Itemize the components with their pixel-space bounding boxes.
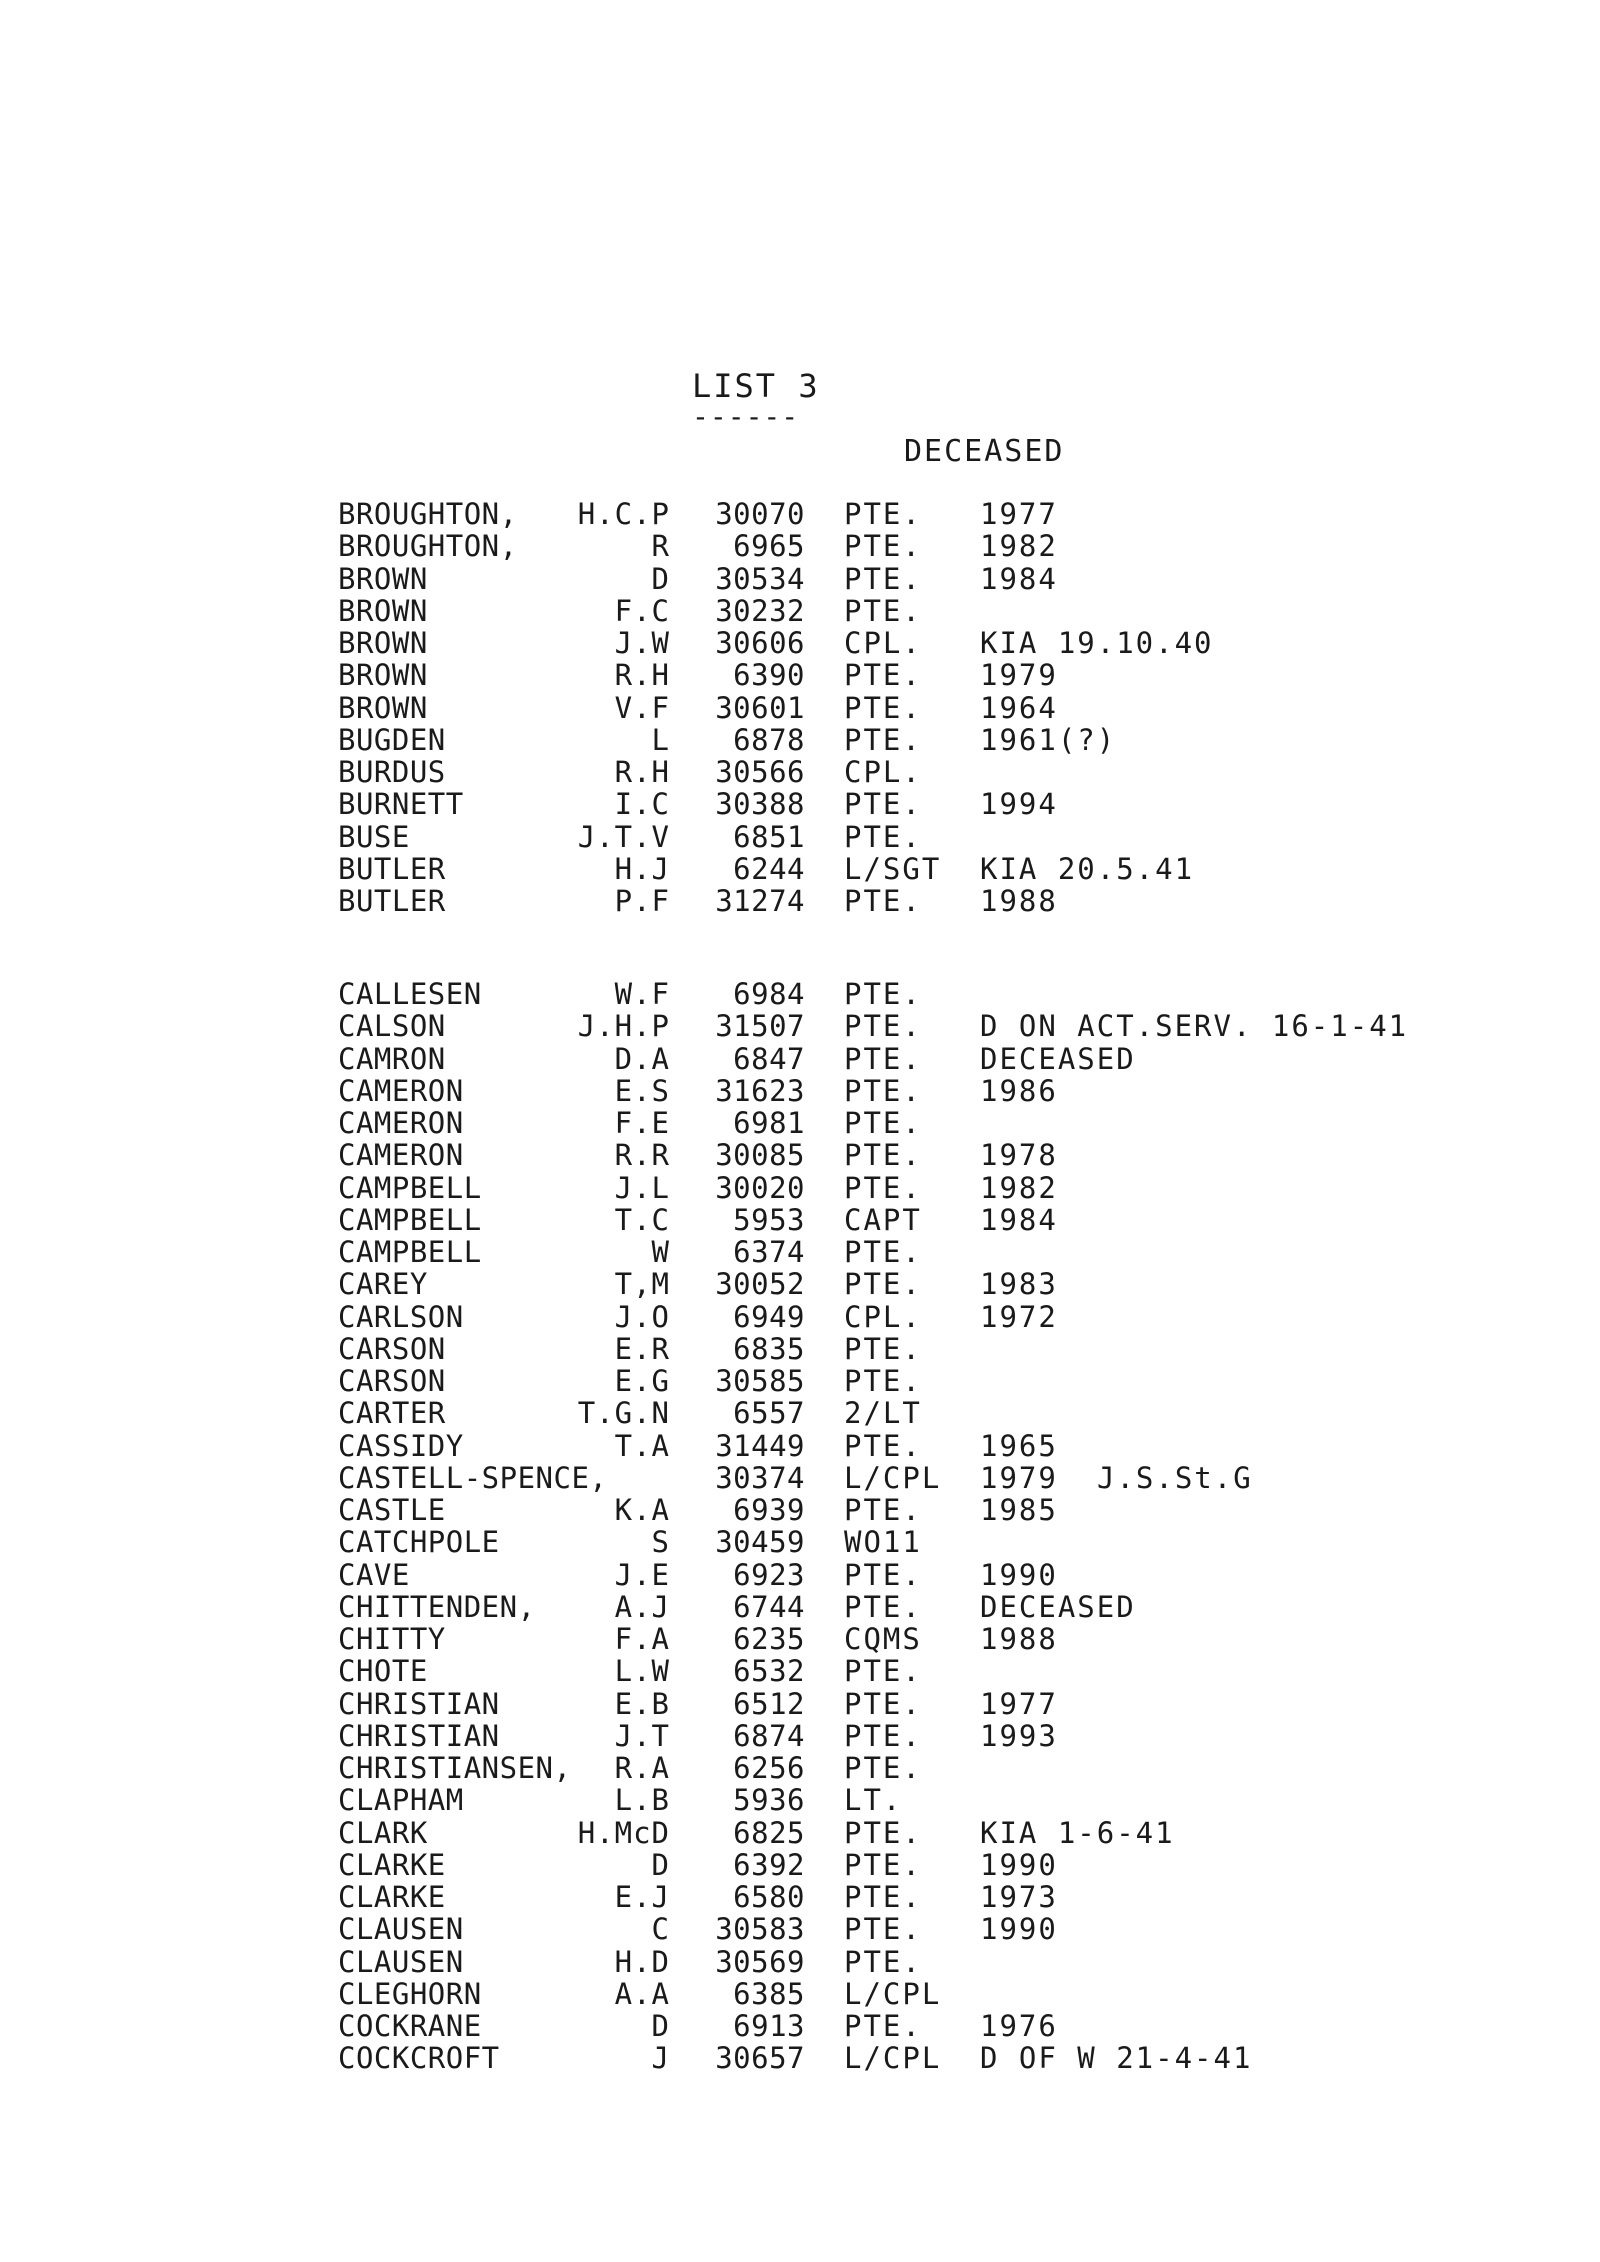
- service-number-cell: 30583: [715, 1912, 805, 1947]
- service-number-cell: 6874: [733, 1718, 805, 1753]
- surname-cell: BROUGHTON,: [338, 497, 518, 531]
- table-row: [0, 1623, 1600, 1655]
- service-number-cell: 30070: [715, 497, 805, 531]
- initials-cell: E.S: [614, 1073, 670, 1108]
- table-row: [0, 692, 1600, 724]
- title-underline: ------: [692, 400, 800, 433]
- rank-cell: CAPT: [844, 1202, 922, 1237]
- rank-cell: PTE.: [844, 1138, 922, 1173]
- initials-cell: E.B: [614, 1686, 670, 1721]
- surname-cell: CLARK: [338, 1815, 428, 1850]
- table-row: [0, 1139, 1600, 1171]
- service-number-cell: 6390: [733, 658, 805, 693]
- note-cell: D ON ACT.SERV. 16-1-41: [980, 1009, 1409, 1044]
- note-cell: KIA 19.10.40: [980, 626, 1214, 660]
- service-number-cell: 6965: [733, 529, 805, 564]
- surname-cell: BROWN: [338, 626, 428, 660]
- service-number-cell: 30374: [715, 1460, 805, 1495]
- table-row: [0, 1591, 1600, 1623]
- rank-cell: PTE.: [844, 1557, 922, 1592]
- surname-cell: CAMPBELL: [338, 1170, 482, 1205]
- service-number-cell: 6825: [733, 1815, 805, 1850]
- surname-cell: CHOTE: [338, 1654, 428, 1689]
- service-number-cell: 6235: [733, 1622, 805, 1656]
- service-number-cell: 31274: [715, 884, 805, 918]
- note-cell: 1990: [980, 1847, 1058, 1882]
- service-number-cell: 6244: [733, 851, 805, 886]
- surname-cell: CARSON: [338, 1364, 446, 1398]
- rank-cell: PTE.: [844, 1267, 922, 1302]
- table-row: [0, 756, 1600, 788]
- surname-cell: CASSIDY: [338, 1428, 464, 1463]
- service-number-cell: 31449: [715, 1428, 805, 1463]
- service-number-cell: 6374: [733, 1235, 805, 1269]
- service-number-cell: 6392: [733, 1847, 805, 1882]
- table-row: [0, 563, 1600, 595]
- table-row: [0, 530, 1600, 562]
- service-number-cell: 30085: [715, 1138, 805, 1173]
- service-number-cell: 6913: [733, 2009, 805, 2043]
- table-row: [0, 1913, 1600, 1945]
- note-cell: D OF W 21-4-41: [980, 2041, 1253, 2076]
- initials-cell: T.G.N: [577, 1396, 670, 1431]
- initials-cell: C: [651, 1912, 670, 1947]
- service-number-cell: 30569: [715, 1944, 805, 1979]
- initials-cell: J.W: [614, 626, 670, 660]
- initials-cell: E.J: [614, 1880, 670, 1914]
- service-number-cell: 30534: [715, 561, 805, 596]
- section-label-deceased: DECEASED: [904, 434, 1065, 469]
- service-number-cell: 6949: [733, 1299, 805, 1334]
- rank-cell: WO11: [844, 1525, 922, 1560]
- initials-cell: J.O: [614, 1299, 670, 1334]
- note-cell: 1964: [980, 690, 1058, 725]
- rank-cell: PTE.: [844, 658, 922, 693]
- service-number-cell: 30601: [715, 690, 805, 725]
- table-row: [0, 1526, 1600, 1558]
- roll-table-c-surnames: [0, 978, 1600, 2075]
- note-cell: 1984: [980, 561, 1058, 596]
- surname-cell: CLAUSEN: [338, 1912, 464, 1947]
- service-number-cell: 6744: [733, 1589, 805, 1624]
- initials-cell: D: [651, 561, 670, 596]
- service-number-cell: 6851: [733, 819, 805, 854]
- service-number-cell: 30585: [715, 1364, 805, 1398]
- initials-cell: H.C.P: [577, 497, 670, 531]
- table-row: [0, 1462, 1600, 1494]
- note-cell: 1973: [980, 1880, 1058, 1914]
- table-row: [0, 2010, 1600, 2042]
- surname-cell: CLEGHORN: [338, 1976, 482, 2011]
- rank-cell: PTE.: [844, 1170, 922, 1205]
- rank-cell: PTE.: [844, 1880, 922, 1914]
- table-row: [0, 595, 1600, 627]
- rank-cell: PTE.: [844, 884, 922, 918]
- service-number-cell: 30232: [715, 593, 805, 628]
- surname-cell: BROWN: [338, 658, 428, 693]
- rank-cell: PTE.: [844, 497, 922, 531]
- note-cell: 1982: [980, 1170, 1058, 1205]
- service-number-cell: 30657: [715, 2041, 805, 2076]
- surname-cell: CARSON: [338, 1331, 446, 1366]
- table-row: [0, 1817, 1600, 1849]
- surname-cell: CHRISTIAN: [338, 1718, 500, 1753]
- initials-cell: L.W: [614, 1654, 670, 1689]
- initials-cell: S: [651, 1525, 670, 1560]
- note-cell: 1977: [980, 497, 1058, 531]
- table-row: [0, 1784, 1600, 1816]
- initials-cell: R.H: [614, 658, 670, 693]
- rank-cell: CPL.: [844, 626, 922, 660]
- table-row: [0, 1559, 1600, 1591]
- table-row: [0, 1010, 1600, 1042]
- service-number-cell: 30020: [715, 1170, 805, 1205]
- rank-cell: PTE.: [844, 1686, 922, 1721]
- surname-cell: CARTER: [338, 1396, 446, 1431]
- table-row: [0, 1107, 1600, 1139]
- note-cell: 1990: [980, 1557, 1058, 1592]
- table-row: [0, 1301, 1600, 1333]
- table-row: [0, 2042, 1600, 2074]
- note-cell: DECEASED: [980, 1041, 1136, 1076]
- service-number-cell: 6256: [733, 1751, 805, 1785]
- surname-cell: CHRISTIAN: [338, 1686, 500, 1721]
- initials-cell: J.T.V: [577, 819, 670, 854]
- note-cell: DECEASED: [980, 1589, 1136, 1624]
- surname-cell: CAMPBELL: [338, 1202, 482, 1237]
- roll-table-b-surnames: [0, 498, 1600, 917]
- service-number-cell: 30388: [715, 787, 805, 822]
- rank-cell: CQMS: [844, 1622, 922, 1656]
- service-number-cell: 30052: [715, 1267, 805, 1302]
- service-number-cell: 6878: [733, 722, 805, 757]
- table-row: [0, 1494, 1600, 1526]
- initials-cell: L: [651, 722, 670, 757]
- surname-cell: BROWN: [338, 561, 428, 596]
- rank-cell: PTE.: [844, 1815, 922, 1850]
- table-row: [0, 1333, 1600, 1365]
- initials-cell: W.F: [614, 977, 670, 1011]
- surname-cell: CLARKE: [338, 1880, 446, 1914]
- surname-cell: CASTLE: [338, 1493, 446, 1527]
- table-row: [0, 659, 1600, 691]
- surname-cell: BUSE: [338, 819, 410, 854]
- service-number-cell: 31623: [715, 1073, 805, 1108]
- surname-cell: CASTELL-SPENCE,: [338, 1460, 608, 1495]
- rank-cell: PTE.: [844, 593, 922, 628]
- rank-cell: PTE.: [844, 561, 922, 596]
- initials-cell: V.F: [614, 690, 670, 725]
- initials-cell: H.D: [614, 1944, 670, 1979]
- table-row: [0, 1075, 1600, 1107]
- service-number-cell: 6532: [733, 1654, 805, 1689]
- service-number-cell: 6981: [733, 1106, 805, 1140]
- extra-note-cell: J.S.St.G: [1097, 1460, 1253, 1495]
- service-number-cell: 5936: [733, 1783, 805, 1818]
- note-cell: 1972: [980, 1299, 1058, 1334]
- service-number-cell: 6847: [733, 1041, 805, 1076]
- initials-cell: F.A: [614, 1622, 670, 1656]
- note-cell: KIA 20.5.41: [980, 851, 1195, 886]
- rank-cell: PTE.: [844, 1718, 922, 1753]
- initials-cell: J.L: [614, 1170, 670, 1205]
- table-row: [0, 885, 1600, 917]
- rank-cell: PTE.: [844, 1912, 922, 1947]
- initials-cell: J.E: [614, 1557, 670, 1592]
- surname-cell: CARLSON: [338, 1299, 464, 1334]
- table-row: [0, 1268, 1600, 1300]
- note-cell: 1993: [980, 1718, 1058, 1753]
- rank-cell: PTE.: [844, 2009, 922, 2043]
- table-row: [0, 627, 1600, 659]
- initials-cell: I.C: [614, 787, 670, 822]
- table-row: [0, 1430, 1600, 1462]
- note-cell: 1965: [980, 1428, 1058, 1463]
- service-number-cell: 6512: [733, 1686, 805, 1721]
- table-row: [0, 1720, 1600, 1752]
- note-cell: 1979: [980, 658, 1058, 693]
- note-cell: 1988: [980, 884, 1058, 918]
- initials-cell: H.J: [614, 851, 670, 886]
- service-number-cell: 6939: [733, 1493, 805, 1527]
- rank-cell: PTE.: [844, 1944, 922, 1979]
- service-number-cell: 6580: [733, 1880, 805, 1914]
- rank-cell: PTE.: [844, 1493, 922, 1527]
- table-row: [0, 1946, 1600, 1978]
- rank-cell: L/CPL: [844, 2041, 942, 2076]
- initials-cell: T.A: [614, 1428, 670, 1463]
- service-number-cell: 30606: [715, 626, 805, 660]
- surname-cell: CLAUSEN: [338, 1944, 464, 1979]
- table-row: [0, 1881, 1600, 1913]
- surname-cell: CLAPHAM: [338, 1783, 464, 1818]
- surname-cell: BUGDEN: [338, 722, 446, 757]
- surname-cell: BUTLER: [338, 851, 446, 886]
- initials-cell: R.A: [614, 1751, 670, 1785]
- table-row: [0, 498, 1600, 530]
- rank-cell: LT.: [844, 1783, 903, 1818]
- table-row: [0, 788, 1600, 820]
- note-cell: 1985: [980, 1493, 1058, 1527]
- rank-cell: PTE.: [844, 1654, 922, 1689]
- surname-cell: BROWN: [338, 593, 428, 628]
- table-row: [0, 1849, 1600, 1881]
- surname-cell: BROUGHTON,: [338, 529, 518, 564]
- rank-cell: PTE.: [844, 977, 922, 1011]
- table-row: [0, 1204, 1600, 1236]
- initials-cell: E.R: [614, 1331, 670, 1366]
- note-cell: 1988: [980, 1622, 1058, 1656]
- service-number-cell: 6984: [733, 977, 805, 1011]
- rank-cell: PTE.: [844, 1009, 922, 1044]
- rank-cell: 2/LT: [844, 1396, 922, 1431]
- table-row: [0, 1688, 1600, 1720]
- rank-cell: PTE.: [844, 529, 922, 564]
- rank-cell: L/CPL: [844, 1976, 942, 2011]
- rank-cell: PTE.: [844, 1847, 922, 1882]
- surname-cell: BUTLER: [338, 884, 446, 918]
- initials-cell: A.J: [614, 1589, 670, 1624]
- rank-cell: PTE.: [844, 1235, 922, 1269]
- surname-cell: CHITTENDEN,: [338, 1589, 536, 1624]
- initials-cell: R.H: [614, 755, 670, 789]
- service-number-cell: 6835: [733, 1331, 805, 1366]
- table-row: [0, 1236, 1600, 1268]
- rank-cell: PTE.: [844, 1331, 922, 1366]
- note-cell: 1961(?): [980, 722, 1117, 757]
- initials-cell: T.C: [614, 1202, 670, 1237]
- surname-cell: COCKCROFT: [338, 2041, 500, 2076]
- surname-cell: CHRISTIANSEN,: [338, 1751, 572, 1785]
- initials-cell: D: [651, 2009, 670, 2043]
- table-row: [0, 1043, 1600, 1075]
- table-row: [0, 724, 1600, 756]
- initials-cell: J: [651, 2041, 670, 2076]
- service-number-cell: 6385: [733, 1976, 805, 2011]
- table-row: [0, 853, 1600, 885]
- rank-cell: PTE.: [844, 1073, 922, 1108]
- table-row: [0, 821, 1600, 853]
- rank-cell: PTE.: [844, 1751, 922, 1785]
- list-title: LIST 3: [692, 367, 820, 405]
- note-cell: 1984: [980, 1202, 1058, 1237]
- note-cell: 1982: [980, 529, 1058, 564]
- rank-cell: L/SGT: [844, 851, 942, 886]
- rank-cell: PTE.: [844, 1041, 922, 1076]
- note-cell: KIA 1-6-41: [980, 1815, 1175, 1850]
- note-cell: 1977: [980, 1686, 1058, 1721]
- surname-cell: CAREY: [338, 1267, 428, 1302]
- table-row: [0, 1752, 1600, 1784]
- initials-cell: R: [651, 529, 670, 564]
- initials-cell: D: [651, 1847, 670, 1882]
- initials-cell: F.E: [614, 1106, 670, 1140]
- surname-cell: CAVE: [338, 1557, 410, 1592]
- surname-cell: CAMERON: [338, 1106, 464, 1140]
- surname-cell: BURNETT: [338, 787, 464, 822]
- rank-cell: PTE.: [844, 722, 922, 757]
- rank-cell: PTE.: [844, 1364, 922, 1398]
- service-number-cell: 6923: [733, 1557, 805, 1592]
- note-cell: 1978: [980, 1138, 1058, 1173]
- surname-cell: CAMRON: [338, 1041, 446, 1076]
- service-number-cell: 31507: [715, 1009, 805, 1044]
- initials-cell: A.A: [614, 1976, 670, 2011]
- initials-cell: R.R: [614, 1138, 670, 1173]
- surname-cell: CALSON: [338, 1009, 446, 1044]
- note-cell: 1994: [980, 787, 1058, 822]
- note-cell: 1976: [980, 2009, 1058, 2043]
- initials-cell: J.T: [614, 1718, 670, 1753]
- table-row: [0, 1397, 1600, 1429]
- note-cell: 1979: [980, 1460, 1058, 1495]
- rank-cell: CPL.: [844, 755, 922, 789]
- rank-cell: PTE.: [844, 819, 922, 854]
- rank-cell: PTE.: [844, 1106, 922, 1140]
- initials-cell: W: [651, 1235, 670, 1269]
- note-cell: 1986: [980, 1073, 1058, 1108]
- initials-cell: F.C: [614, 593, 670, 628]
- initials-cell: H.McD: [577, 1815, 670, 1850]
- rank-cell: CPL.: [844, 1299, 922, 1334]
- initials-cell: P.F: [614, 884, 670, 918]
- note-cell: 1983: [980, 1267, 1058, 1302]
- table-row: [0, 978, 1600, 1010]
- surname-cell: CATCHPOLE: [338, 1525, 500, 1560]
- table-row: [0, 1172, 1600, 1204]
- surname-cell: CAMERON: [338, 1138, 464, 1173]
- surname-cell: CLARKE: [338, 1847, 446, 1882]
- surname-cell: CHITTY: [338, 1622, 446, 1656]
- initials-cell: D.A: [614, 1041, 670, 1076]
- rank-cell: PTE.: [844, 1428, 922, 1463]
- rank-cell: L/CPL: [844, 1460, 942, 1495]
- table-row: [0, 1365, 1600, 1397]
- initials-cell: E.G: [614, 1364, 670, 1398]
- initials-cell: K.A: [614, 1493, 670, 1527]
- surname-cell: BROWN: [338, 690, 428, 725]
- table-row: [0, 1655, 1600, 1687]
- service-number-cell: 5953: [733, 1202, 805, 1237]
- initials-cell: T,M: [614, 1267, 670, 1302]
- service-number-cell: 30459: [715, 1525, 805, 1560]
- rank-cell: PTE.: [844, 1589, 922, 1624]
- initials-cell: L.B: [614, 1783, 670, 1818]
- surname-cell: CAMERON: [338, 1073, 464, 1108]
- surname-cell: CAMPBELL: [338, 1235, 482, 1269]
- note-cell: 1990: [980, 1912, 1058, 1947]
- rank-cell: PTE.: [844, 787, 922, 822]
- initials-cell: J.H.P: [577, 1009, 670, 1044]
- surname-cell: COCKRANE: [338, 2009, 482, 2043]
- surname-cell: BURDUS: [338, 755, 446, 789]
- table-row: [0, 1978, 1600, 2010]
- rank-cell: PTE.: [844, 690, 922, 725]
- service-number-cell: 30566: [715, 755, 805, 789]
- surname-cell: CALLESEN: [338, 977, 482, 1011]
- service-number-cell: 6557: [733, 1396, 805, 1431]
